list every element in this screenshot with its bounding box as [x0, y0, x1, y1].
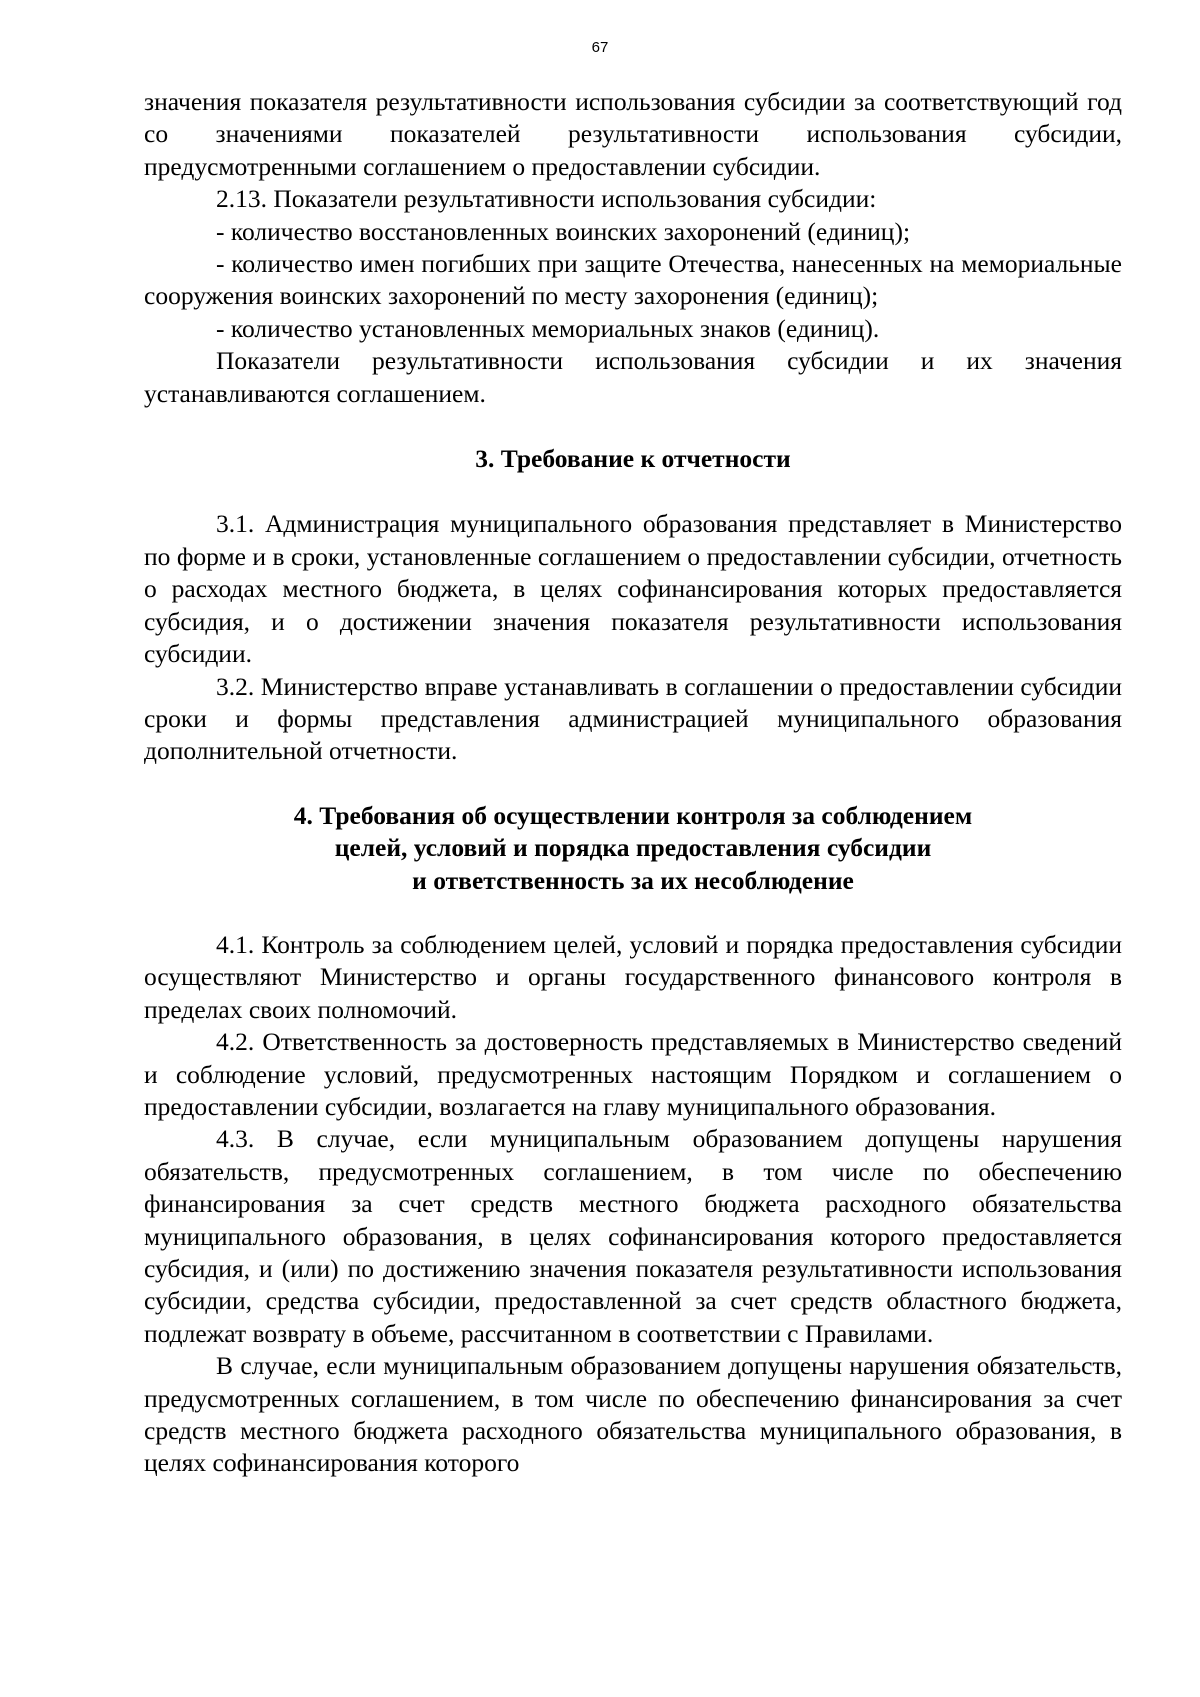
paragraph-4-1: 4.1. Контроль за соблюдением целей, условий и порядка предоставления субсидии осуществляют Министерство и органы государственного финансового контроля в пределах своих полномочий.: [144, 929, 1122, 1024]
section-4-heading-line: 4. Требования об осуществлении контроля за соблюдением: [293, 800, 973, 830]
page-number: 67: [591, 39, 609, 56]
paragraph-4-3: 4.3. В случае, если муниципальным образованием допущены нарушения обязательств, предусмотренных соглашением, в том числе по обеспечению финансирования за счет средств местного бюджета расходного обязательства муниципального образования, в целях софинансирования которого предоставляется субсидия, и (или) по достижению значения показателя результативности использования субсидии, средства субсидии, предоставленной за счет средств областного бюджета, подлежат возврату в объеме, рассчитанном в соответствии с Правилами.: [144, 1124, 1122, 1348]
paragraph-3-1: 3.1. Администрация муниципального образования представляет в Министерство по форме и в сроки, установленные соглашением о предоставлении субсидии, отчетность о расходах местного бюджета, в целях софинансирования которых предоставляется субсидия, и о достижении значения показателя результативности использования субсидии.: [144, 509, 1122, 669]
document-body: [144, 86, 1122, 1480]
section-4-heading-line: целей, условий и порядка предоставления субсидии: [334, 833, 932, 863]
paragraph-3-2: 3.2. Министерство вправе устанавливать в соглашении о предоставлении субсидии сроки и формы представления администрацией муниципального образования дополнительной отчетности.: [144, 671, 1122, 766]
paragraph-continuation: значения показателя результативности использования субсидии за соответствующий год со значениями показателей результативности использования субсидии, предусмотренными соглашением о предоставлении субсидии.: [144, 87, 1122, 181]
paragraph-2-13: 2.13. Показатели результативности использования субсидии:: [216, 184, 877, 214]
indicator-item: - количество установленных мемориальных знаков (единиц).: [216, 313, 880, 343]
paragraph-4-2: 4.2. Ответственность за достоверность представляемых в Министерство сведений и соблюдение условий, предусмотренных настоящим Порядком и соглашением о предоставлении субсидии, возлагается на главу муниципального образования.: [144, 1027, 1122, 1121]
indicator-item: - количество восстановленных воинских захоронений (единиц);: [216, 216, 911, 246]
section-4-heading-line: и ответственность за их несоблюдение: [412, 865, 854, 895]
indicator-item: - количество имен погибших при защите Отечества, нанесенных на мемориальные сооружения воинских захоронений по месту захоронения (единиц);: [144, 249, 1122, 311]
paragraph-indicators-note: Показатели результативности использования субсидии и их значения устанавливаются соглашением.: [144, 346, 1122, 408]
paragraph-4-3-continued: В случае, если муниципальным образованием допущены нарушения обязательств, предусмотренных соглашением, в том числе по обеспечению финансирования за счет средств местного бюджета расходного обязательства муниципального образования, в целях софинансирования которого: [144, 1351, 1122, 1478]
section-4-heading: [144, 800, 1122, 897]
section-3-heading: 3. Требование к отчетности: [475, 444, 791, 474]
